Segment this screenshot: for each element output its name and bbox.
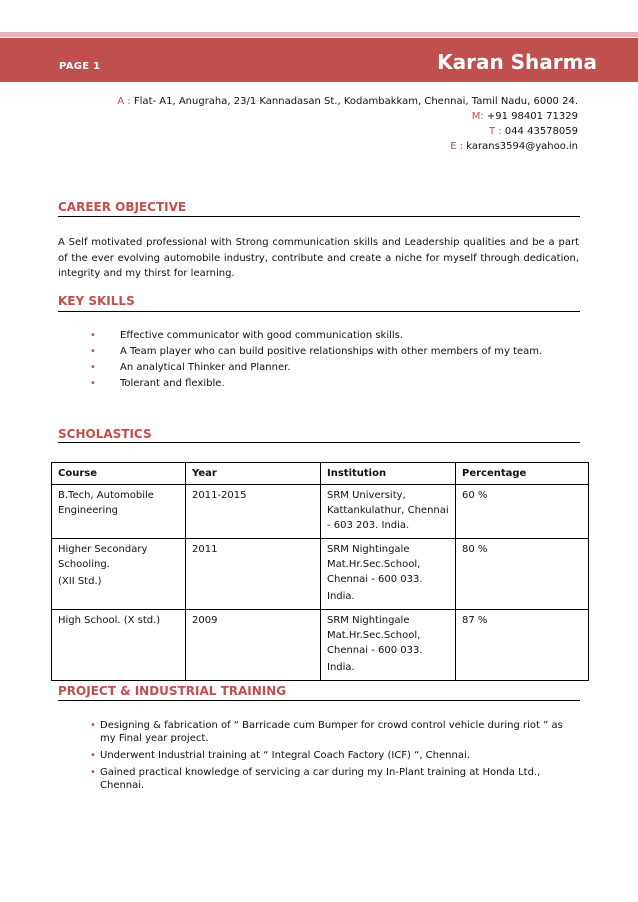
career-objective-text: A Self motivated professional with Strong communication skills and Leadership qualities and be a part of the ever evolving automobile industry, contribute and create a niche for myself through dedication, integrity and my thirst for learning.	[58, 237, 579, 279]
cell-line: Mat.Hr.Sec.School,	[327, 559, 421, 570]
candidate-name: Karan Sharma	[437, 50, 597, 74]
list-item	[90, 719, 580, 745]
address-key: A :	[117, 96, 131, 107]
address-value: Flat- A1, Anugraha, 23/1 Kannadasan St., Kodambakkam, Chennai, Tamil Nadu, 6000 24.	[133, 96, 578, 107]
header-course: Course	[52, 463, 186, 485]
list-item	[90, 330, 542, 346]
training-text: Underwent Industrial training at “ Integral Coach Factory (ICF) “, Chennai.	[100, 750, 470, 761]
cell-line: (XII Std.)	[58, 576, 102, 587]
cell-year: 2009	[186, 610, 321, 681]
mobile-value: +91 98401 71329	[486, 111, 578, 122]
contact-mobile	[472, 111, 578, 122]
header-year: Year	[186, 463, 321, 485]
training-list	[90, 719, 580, 796]
phone-value: 044 43578059	[504, 126, 578, 137]
header-institution: Institution	[321, 463, 456, 485]
page-label: PAGE 1	[59, 61, 101, 72]
section-divider	[58, 442, 580, 443]
skill-text: Effective communicator with good communication skills.	[120, 330, 404, 341]
bullet-icon: •	[90, 346, 96, 357]
cell-line: Engineering	[58, 505, 118, 516]
cell-percentage: 87 %	[456, 610, 589, 681]
cell-line: - 603 203. India.	[327, 520, 410, 531]
bullet-icon: •	[90, 720, 96, 731]
table-row	[52, 539, 589, 610]
cell-line: Schooling.	[58, 559, 110, 570]
list-item	[90, 378, 542, 394]
table-header-row	[52, 463, 589, 485]
cell-percentage: 80 %	[456, 539, 589, 610]
header-percentage: Percentage	[456, 463, 589, 485]
cell-percentage: 60 %	[456, 485, 589, 539]
section-divider	[58, 700, 580, 701]
contact-address	[117, 96, 578, 107]
skill-text: An analytical Thinker and Planner.	[120, 362, 291, 373]
cell-line: B.Tech, Automobile	[58, 490, 154, 501]
section-title-key-skills: KEY SKILLS	[58, 294, 135, 308]
section-title-career-objective: CAREER OBJECTIVE	[58, 200, 187, 214]
list-item	[90, 346, 542, 362]
section-title-scholastics: SCHOLASTICS	[58, 427, 152, 441]
email-value: karans3594@yahoo.in	[466, 141, 578, 152]
section-divider	[58, 216, 580, 217]
mobile-key: M:	[471, 111, 484, 122]
header-top-band	[0, 32, 638, 37]
email-key: E :	[450, 141, 464, 152]
cell-line: SRM University,	[327, 490, 406, 501]
table-row	[52, 610, 589, 681]
cell-line: High School. (X std.)	[58, 615, 161, 626]
section-title-training: PROJECT & INDUSTRIAL TRAINING	[58, 684, 287, 698]
skill-text: A Team player who can build positive relationships with other members of my team.	[120, 346, 543, 357]
list-item	[90, 362, 542, 378]
phone-key: T :	[488, 126, 502, 137]
training-text: Designing & fabrication of “ Barricade cum Bumper for crowd control vehicle during riot ” as my Final year project.	[100, 720, 563, 744]
list-item	[90, 766, 580, 792]
cell-year: 2011	[186, 539, 321, 610]
cell-line: India.	[327, 662, 355, 673]
training-text: Gained practical knowledge of servicing a car during my In-Plant training at Honda Ltd., Chennai.	[100, 767, 541, 791]
bullet-icon: •	[90, 362, 96, 373]
cell-line: India.	[327, 591, 355, 602]
contact-phone	[489, 126, 578, 137]
bullet-icon: •	[90, 767, 96, 778]
cell-line: Chennai - 600 033.	[327, 645, 423, 656]
cell-line: Higher Secondary	[58, 544, 148, 555]
cell-line: Chennai - 600 033.	[327, 574, 423, 585]
scholastics-table	[51, 462, 589, 681]
cell-line: Kattankulathur, Chennai	[327, 505, 449, 516]
cell-institution	[321, 610, 456, 681]
cell-line: Mat.Hr.Sec.School,	[327, 630, 421, 641]
contact-email	[450, 141, 578, 152]
list-item	[90, 749, 580, 762]
cell-course	[52, 539, 186, 610]
section-divider	[58, 311, 580, 312]
bullet-icon: •	[90, 378, 96, 389]
cell-course	[52, 610, 186, 681]
cell-course	[52, 485, 186, 539]
bullet-icon: •	[90, 750, 96, 761]
cell-line: SRM Nightingale	[327, 615, 410, 626]
key-skills-list	[90, 330, 542, 394]
skill-text: Tolerant and flexible.	[120, 378, 225, 389]
table-row	[52, 485, 589, 539]
cell-institution	[321, 539, 456, 610]
cell-institution	[321, 485, 456, 539]
cell-line: SRM Nightingale	[327, 544, 410, 555]
bullet-icon: •	[90, 330, 96, 341]
cell-year: 2011-2015	[186, 485, 321, 539]
